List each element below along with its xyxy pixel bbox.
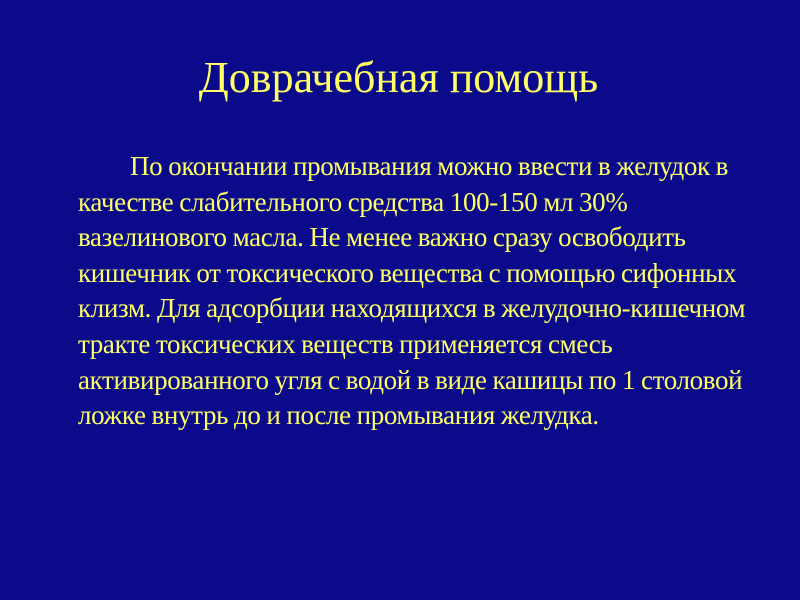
slide-body-text: По окончании промывания можно ввести в желудок в качестве слабительного средства 100-150 мл 30% вазелинового масла. Не менее важно сразу освободить кишечник от токсического вещества с помощью сифонных клизм. Для адсорбции находящихся в желудочно-кишечном тракте токсических веществ применяется смесь активированного угля с водой в виде кашицы по 1 столовой ложке внутрь до и после промывания желудка.	[78, 151, 746, 431]
slide-title: Доврачебная помощь	[198, 53, 599, 102]
